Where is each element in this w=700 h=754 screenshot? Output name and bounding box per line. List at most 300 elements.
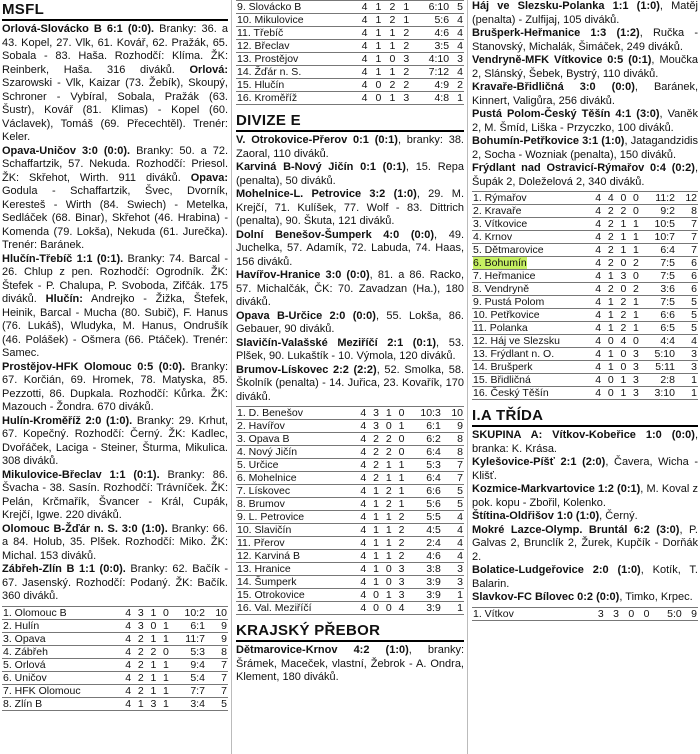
stat-cell: 3:9 <box>405 602 441 615</box>
team-name: 11. Polanka <box>472 322 590 335</box>
ia-match-reports <box>472 429 698 605</box>
stat-cell: 4 <box>355 459 368 472</box>
stat-cell: 2 <box>602 205 615 218</box>
stat-cell: 2 <box>393 511 406 524</box>
team-name: 5. Orlová <box>2 658 120 671</box>
stat-cell: 1 <box>396 14 410 27</box>
stat-cell: 1 <box>157 658 170 671</box>
table-row <box>236 420 464 433</box>
match-report <box>472 524 698 565</box>
team-name: 5. Určice <box>236 459 355 472</box>
divize-match-reports <box>236 134 464 404</box>
stat-cell: 2:8 <box>640 374 676 387</box>
stat-cell: 3 <box>393 589 406 602</box>
stat-cell: 1 <box>145 671 158 684</box>
stat-cell: 0 <box>615 348 628 361</box>
match-result: Bolatice-Ludgeřovice 2:0 (1:0) <box>472 564 641 576</box>
stat-cell: 4 <box>590 257 603 270</box>
team-name: 13. Frýdlant n. O. <box>472 348 590 361</box>
stat-cell: 4 <box>355 79 369 92</box>
team-name: 3. Opava B <box>236 433 355 446</box>
stat-cell: 4 <box>120 658 133 671</box>
stat-cell: 2 <box>615 296 628 309</box>
stat-cell: 4:8 <box>410 92 450 105</box>
table-row <box>2 697 228 710</box>
match-result: Háj ve Slezsku-Polanka 1:1 (1:0) <box>472 0 660 12</box>
krajsky-standings-table <box>472 191 698 400</box>
team-name: 1. Rýmařov <box>472 192 590 205</box>
table-row <box>236 66 464 79</box>
stat-cell: 3 <box>627 374 640 387</box>
stat-cell: 2 <box>367 459 380 472</box>
stat-cell: 2 <box>396 27 410 40</box>
stat-cell: 4 <box>355 420 368 433</box>
stat-cell: 1 <box>368 27 382 40</box>
stat-cell: 1 <box>382 27 396 40</box>
table-row <box>472 335 698 348</box>
stat-cell: 4 <box>120 632 133 645</box>
stat-cell: 1 <box>627 244 640 257</box>
column-3 <box>472 0 698 754</box>
stat-cell: 5:6 <box>405 498 441 511</box>
stat-cell: 1 <box>396 1 410 14</box>
match-result: Dětmarovice-Krnov 4:2 (1:0) <box>236 644 409 656</box>
stat-cell: 4 <box>442 537 464 550</box>
section-title-ia: I.A TŘÍDA <box>472 407 698 427</box>
stat-cell: 1 <box>368 14 382 27</box>
stat-cell: 4 <box>590 322 603 335</box>
team-name: 5. Dětmarovice <box>472 244 590 257</box>
stat-cell: 1 <box>380 511 393 524</box>
match-details: , 29. M. Krejčí, 71. Kulíšek, 77. Wolf - 83. Dittrich (penalta), 90. Škuta, 121 diváků. <box>236 188 464 227</box>
stat-cell: 0 <box>620 607 635 620</box>
stat-cell: 1 <box>367 576 380 589</box>
match-details: , Baránek, Kinnert, Valigůra, 256 diváků. <box>472 81 698 107</box>
stat-cell: 4 <box>355 472 368 485</box>
match-result: Štítina-Oldřišov 1:0 (1:0) <box>472 510 600 522</box>
match-details: , Moučka 2, Slánský, Šebek, Bystrý, 110 diváků. <box>472 54 698 80</box>
stat-cell: 1 <box>145 606 158 619</box>
table-row <box>236 602 464 615</box>
stat-cell: 5 <box>676 322 698 335</box>
stat-cell: 4 <box>590 283 603 296</box>
stat-cell: 1 <box>382 40 396 53</box>
stat-cell: 3 <box>442 576 464 589</box>
stat-cell: 4 <box>590 387 603 400</box>
table-row <box>236 511 464 524</box>
stat-cell: 10 <box>206 606 228 619</box>
stat-cell: 1 <box>602 361 615 374</box>
column-2 <box>236 0 464 754</box>
match-details: , Šupák 2, Doleželová 2, 340 diváků. <box>472 162 698 188</box>
stat-cell: 4 <box>590 335 603 348</box>
table-row <box>236 14 464 27</box>
match-details: , Vaněk 2, M. Šmíd, Liška - Przyczko, 100 diváků. <box>472 108 698 134</box>
stat-cell: 4 <box>590 244 603 257</box>
match-details: , Čavera, Wicha - Klišť. <box>472 456 698 482</box>
stat-cell: 5 <box>450 1 464 14</box>
stat-cell: 2 <box>132 645 145 658</box>
msfl-standings-table <box>2 606 228 711</box>
stat-cell: 1 <box>132 697 145 710</box>
stat-cell: 2 <box>382 14 396 27</box>
match-details: , Matěj (penalta) - Zulfijaj, 105 diváků. <box>472 0 698 26</box>
team-name: 10. Petřkovice <box>472 309 590 322</box>
match-details: , branky: 38. Zaoral, 110 diváků. <box>236 134 464 160</box>
stat-cell: 3 <box>393 576 406 589</box>
stat-cell: 0 <box>393 446 406 459</box>
team-name: 10. Mikulovice <box>236 14 355 27</box>
stat-cell: 1 <box>393 472 406 485</box>
stat-cell: 0 <box>602 374 615 387</box>
table-row <box>236 459 464 472</box>
match-result: Kravaře-Břidličná 3:0 (0:0) <box>472 81 635 93</box>
match-report <box>236 188 464 229</box>
stat-cell: 3:10 <box>640 387 676 400</box>
stat-cell: 1 <box>145 684 158 697</box>
match-result: Mikulovice-Břeclav 1:1 (0:1). <box>2 468 160 481</box>
column-divider <box>231 0 232 754</box>
stat-cell: 8 <box>676 205 698 218</box>
team-name: 4. Krnov <box>472 231 590 244</box>
stat-cell: 4 <box>120 697 133 710</box>
stat-cell: 1 <box>367 563 380 576</box>
table-row <box>472 218 698 231</box>
stat-cell: 0 <box>367 589 380 602</box>
stat-cell: 7 <box>676 244 698 257</box>
stat-cell: 0 <box>368 92 382 105</box>
match-details: Branky: 62. Bačík - 67. Jasenský. Rozhodčí: Podaný. ŽK: Bačík. 360 diváků. <box>2 563 228 602</box>
stat-cell: 2 <box>132 632 145 645</box>
stat-cell: 2 <box>367 433 380 446</box>
stat-cell: 0 <box>382 53 396 66</box>
stat-cell: 1 <box>602 270 615 283</box>
match-details: Branky: 36. a 43. Kopel, 27. Vlk, 61. Kovář, 62. Pražák, 65. Sobala - 83. Haša. Rozhodčí: Klíma. ŽK: Reinberk, Haša. 316 diváků. <box>2 23 228 76</box>
match-result: Kozmice-Markvartovice 1:2 (0:1) <box>472 483 641 495</box>
team-name: 11. Třebíč <box>236 27 355 40</box>
stat-cell: 2 <box>602 218 615 231</box>
table-row <box>472 348 698 361</box>
table-row <box>2 606 228 619</box>
table-row <box>236 1 464 14</box>
stat-cell: 3 <box>676 361 698 374</box>
match-details: , 49. Juchelka, 57. Adamík, 72. Labuda, 74. Haas, 156 diváků. <box>236 228 464 268</box>
stat-cell: 4:5 <box>405 524 441 537</box>
table-row <box>236 92 464 105</box>
match-result: SKUPINA A: Vítkov-Kobeřice 1:0 (0:0) <box>472 429 695 441</box>
match-result: Bohumín-Petřkovice 3:1 (1:0) <box>472 135 625 147</box>
match-report <box>2 523 228 564</box>
stat-cell: 10:7 <box>640 231 676 244</box>
table-row <box>472 192 698 205</box>
stat-cell: 6 <box>676 270 698 283</box>
match-details: , P. Galvas 2, Brunclík 2, Žurek, Kupčík - Dorňák 2. <box>472 523 698 563</box>
match-details: , 52. Smolka, 58. Školník (penalta) - 14. Juřica, 23. Kovařík, 170 diváků. <box>236 363 464 403</box>
stat-cell: 4 <box>442 550 464 563</box>
msfl-match-reports <box>2 23 228 604</box>
stat-cell: 7:7 <box>170 684 206 697</box>
stat-cell: 8 <box>442 433 464 446</box>
stat-cell: 3 <box>145 697 158 710</box>
match-report <box>472 456 698 483</box>
team-name: 11. Přerov <box>236 537 355 550</box>
stat-cell: 3 <box>442 563 464 576</box>
stat-cell: 1 <box>157 671 170 684</box>
stat-cell: 6 <box>676 283 698 296</box>
match-report <box>236 134 464 161</box>
match-result: Dolní Benešov-Šumperk 4:0 (0:0) <box>236 228 435 241</box>
match-result: Mohelnice-L. Petrovice 3:2 (1:0) <box>236 188 417 200</box>
stat-cell: 2 <box>450 79 464 92</box>
ia-standings-table <box>472 607 698 621</box>
stat-cell: 2 <box>602 283 615 296</box>
stat-cell: 7:5 <box>640 257 676 270</box>
stat-cell: 1 <box>157 684 170 697</box>
table-row <box>472 607 698 620</box>
stat-cell: 5:3 <box>170 645 206 658</box>
stat-cell: 3 <box>367 420 380 433</box>
stat-cell: 9 <box>442 420 464 433</box>
match-result: Brušperk-Heřmanice 1:3 (1:2) <box>472 27 640 39</box>
table-row <box>236 537 464 550</box>
stat-cell: 3 <box>132 619 145 632</box>
stat-cell: 10 <box>442 407 464 420</box>
team-lineup: Godula - Schaffartzik, Švec, Dvorník, Keresteš - Wirth (84. Swiech) - Metelka, Sedláček (68. Binar), Skřehot (46. Hrabina) - Komenda (79. Lokša), Nekuda (61. Jurečka). Trenér: Baránek. <box>2 185 228 251</box>
table-row <box>2 658 228 671</box>
stat-cell: 4 <box>450 40 464 53</box>
msfl-standings-table-continued <box>236 0 464 105</box>
table-row <box>236 433 464 446</box>
stat-cell: 1 <box>367 511 380 524</box>
match-details: , 81. a 86. Racko, 57. Michalčák, ČK: 70. Zavadzan (Ha.), 180 diváků. <box>236 269 464 308</box>
stat-cell: 4 <box>590 270 603 283</box>
team-name: 8. Vendryně <box>472 283 590 296</box>
stat-cell: 3 <box>627 348 640 361</box>
match-details: , Kotík, T. Balarin. <box>472 564 698 590</box>
stat-cell: 1 <box>676 374 698 387</box>
stat-cell: 1 <box>368 1 382 14</box>
team-name: 14. Šumperk <box>236 576 355 589</box>
stat-cell: 2 <box>393 550 406 563</box>
stat-cell: 12 <box>676 192 698 205</box>
stat-cell: 1 <box>380 550 393 563</box>
match-details: , 53. Plšek, 90. Lukaštík - 10. Výmola, 120 diváků. <box>236 336 464 362</box>
match-result: Orlová-Slovácko B 6:1 (0:0). <box>2 23 155 35</box>
stat-cell: 4 <box>590 296 603 309</box>
table-row <box>472 244 698 257</box>
stat-cell: 1 <box>393 420 406 433</box>
match-report <box>472 27 698 54</box>
stat-cell: 0 <box>368 79 382 92</box>
team-name: 2. Havířov <box>236 420 355 433</box>
team-name: 1. D. Benešov <box>236 407 355 420</box>
team-lineup-label: Opava: <box>190 171 228 184</box>
team-name: 3. Opava <box>2 632 120 645</box>
stat-cell: 1 <box>450 92 464 105</box>
highlighted-team: 6. Bohumín <box>473 257 527 269</box>
match-result: Opava B-Určice 2:0 (0:0) <box>236 309 376 322</box>
stat-cell: 2:4 <box>405 537 441 550</box>
table-row <box>472 270 698 283</box>
match-result: Karviná B-Nový Jičín 0:1 (0:1) <box>236 161 406 173</box>
stat-cell: 3 <box>367 407 380 420</box>
table-row <box>472 387 698 400</box>
stat-cell: 1 <box>367 550 380 563</box>
stat-cell: 4 <box>450 66 464 79</box>
match-report <box>472 108 698 135</box>
stat-cell: 4 <box>355 537 368 550</box>
divize-standings-table <box>236 406 464 615</box>
match-report <box>472 162 698 189</box>
match-details: , branky: Šrámek, Maceček, vlastní, Žebrok - A. Ondra, Klement, 180 diváků. <box>236 644 464 683</box>
stat-cell: 9 <box>206 619 228 632</box>
stat-cell: 4 <box>590 361 603 374</box>
stat-cell: 2 <box>380 433 393 446</box>
stat-cell: 4:6 <box>405 550 441 563</box>
match-report <box>236 161 464 188</box>
match-result: Frýdlant nad Ostravicí-Rýmařov 0:4 (0:2) <box>472 162 695 174</box>
stat-cell: 4 <box>590 205 603 218</box>
table-row <box>472 257 698 270</box>
stat-cell: 2 <box>627 283 640 296</box>
stat-cell: 4 <box>393 602 406 615</box>
stat-cell: 10:3 <box>405 407 441 420</box>
match-result: Havířov-Hranice 3:0 (0:0) <box>236 269 370 281</box>
match-report <box>236 644 464 685</box>
team-name: 12. Háj ve Slezsku <box>472 335 590 348</box>
stat-cell: 9 <box>206 632 228 645</box>
match-details: Branky: 67. Korčián, 69. Hromek, 78. Matyska, 85. Pezzotti, 86. Dupkala. Rozhodčí: Kůrka. ŽK: Mazouch - Žondra. 670 diváků. <box>2 360 228 413</box>
stat-cell: 10:5 <box>640 218 676 231</box>
team-name: 14. Brušperk <box>472 361 590 374</box>
stat-cell: 3 <box>396 92 410 105</box>
stat-cell: 4 <box>355 14 369 27</box>
match-report <box>236 364 464 405</box>
stat-cell: 3 <box>615 270 628 283</box>
stat-cell: 2 <box>367 472 380 485</box>
stat-cell: 0 <box>635 607 650 620</box>
stat-cell: 1 <box>615 231 628 244</box>
stat-cell: 6:10 <box>410 1 450 14</box>
match-report <box>472 429 698 456</box>
stat-cell: 2 <box>602 231 615 244</box>
stat-cell: 1 <box>627 218 640 231</box>
stat-cell: 2 <box>382 1 396 14</box>
stat-cell: 8 <box>206 645 228 658</box>
table-row <box>472 374 698 387</box>
stat-cell: 7 <box>206 684 228 697</box>
stat-cell: 4 <box>355 589 368 602</box>
stat-cell: 6:4 <box>405 446 441 459</box>
table-row <box>472 205 698 218</box>
stat-cell: 1 <box>602 322 615 335</box>
match-report <box>236 229 464 270</box>
stat-cell: 5:11 <box>640 361 676 374</box>
stat-cell: 0 <box>380 420 393 433</box>
stat-cell: 6:6 <box>405 485 441 498</box>
stat-cell: 2 <box>132 671 145 684</box>
team-lineup: Szarowski - Vlk, Kaizar (73. Žebík), Skoupý, Schroner - Vybíral, Sobala, Pražák (63. Šustr), Kovář (81. Klimas) - Kopel (60. Václavek), Tomáš (69. Přecechtěl). Trenér: Keler. <box>2 77 228 143</box>
table-row <box>236 563 464 576</box>
table-row <box>2 632 228 645</box>
stat-cell: 3 <box>450 53 464 66</box>
team-name: 15. Otrokovice <box>236 589 355 602</box>
stat-cell: 11:2 <box>640 192 676 205</box>
stat-cell: 5:0 <box>650 607 682 620</box>
stat-cell: 8 <box>442 446 464 459</box>
stat-cell: 1 <box>442 602 464 615</box>
stat-cell: 4 <box>442 511 464 524</box>
match-report <box>472 0 698 27</box>
stat-cell: 0 <box>380 602 393 615</box>
stat-cell: 0 <box>393 407 406 420</box>
stat-cell: 9:2 <box>640 205 676 218</box>
team-lineup-label: Hlučín: <box>45 293 83 305</box>
stat-cell: 1 <box>145 632 158 645</box>
team-name: 7. Heřmanice <box>472 270 590 283</box>
stat-cell: 1 <box>157 619 170 632</box>
stat-cell: 1 <box>602 348 615 361</box>
match-details: , branka: K. Krása. <box>472 429 698 455</box>
stat-cell: 0 <box>615 283 628 296</box>
stat-cell: 4 <box>355 576 368 589</box>
stat-cell: 2 <box>602 244 615 257</box>
stat-cell: 1 <box>367 524 380 537</box>
stat-cell: 0 <box>157 606 170 619</box>
stat-cell: 5 <box>442 498 464 511</box>
team-lineup-label: Orlová: <box>189 63 228 76</box>
match-report <box>472 591 698 605</box>
stat-cell: 9:4 <box>170 658 206 671</box>
stat-cell: 4 <box>355 27 369 40</box>
team-name: 8. Brumov <box>236 498 355 511</box>
match-result: Zábřeh-Zlín B 1:1 (0:0). <box>2 563 126 575</box>
stat-cell: 6:6 <box>640 309 676 322</box>
match-details: , Jatagandzidis 2, Socha - Wozniak (penalta), 150 diváků. <box>472 135 698 161</box>
stat-cell: 1 <box>368 53 382 66</box>
stat-cell: 4 <box>355 66 369 79</box>
stat-cell: 0 <box>627 192 640 205</box>
stat-cell: 2 <box>380 485 393 498</box>
stat-cell: 4 <box>590 192 603 205</box>
stat-cell: 5 <box>206 697 228 710</box>
section-title-divize: DIVIZE E <box>236 112 464 132</box>
table-row <box>236 407 464 420</box>
stat-cell: 4 <box>355 53 369 66</box>
stat-cell: 6 <box>676 257 698 270</box>
table-row <box>236 498 464 511</box>
stat-cell: 11:7 <box>170 632 206 645</box>
stat-cell: 1 <box>627 309 640 322</box>
stat-cell: 0 <box>627 205 640 218</box>
team-name: 13. Prostějov <box>236 53 355 66</box>
table-row <box>472 361 698 374</box>
stat-cell: 1 <box>627 231 640 244</box>
table-row <box>236 524 464 537</box>
stat-cell: 4 <box>590 348 603 361</box>
team-name: 2. Kravaře <box>472 205 590 218</box>
match-result: Prostějov-HFK Olomouc 0:5 (0:0). <box>2 360 186 373</box>
stat-cell: 2 <box>132 684 145 697</box>
stat-cell: 1 <box>382 66 396 79</box>
stat-cell: 0 <box>615 257 628 270</box>
stat-cell: 4 <box>355 407 368 420</box>
stat-cell: 2 <box>396 79 410 92</box>
stat-cell: 1 <box>676 387 698 400</box>
match-report <box>236 269 464 310</box>
stat-cell: 1 <box>615 244 628 257</box>
stat-cell: 4:4 <box>640 335 676 348</box>
